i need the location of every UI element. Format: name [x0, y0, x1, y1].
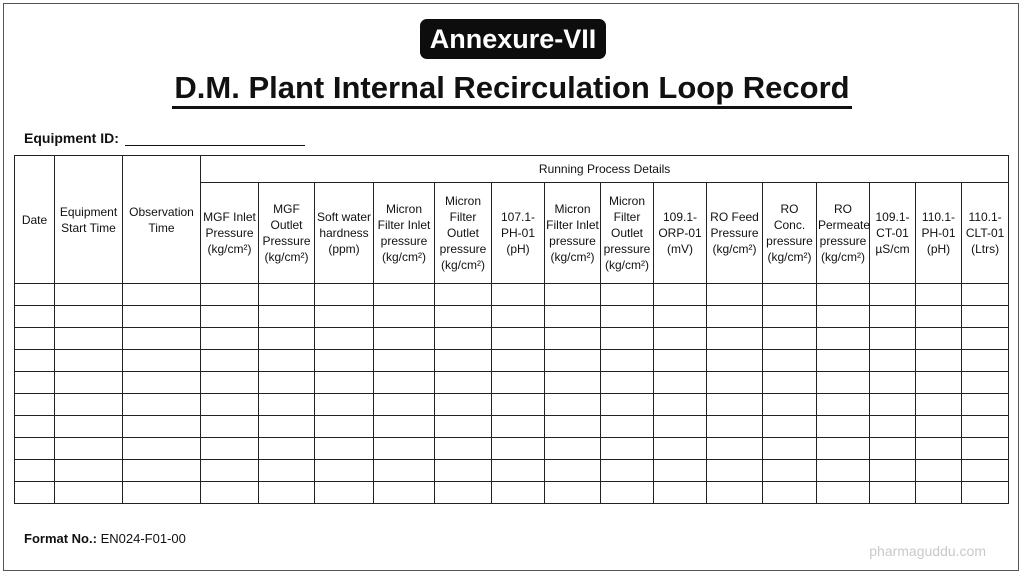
table-row — [15, 306, 1009, 328]
table-cell[interactable] — [916, 372, 962, 394]
table-cell[interactable] — [374, 460, 435, 482]
table-cell[interactable] — [707, 328, 763, 350]
table-cell[interactable] — [763, 350, 817, 372]
table-cell[interactable] — [601, 306, 654, 328]
table-cell[interactable] — [654, 328, 707, 350]
table-cell[interactable] — [545, 350, 601, 372]
table-cell[interactable] — [817, 306, 870, 328]
table-cell[interactable] — [654, 306, 707, 328]
table-cell[interactable] — [763, 482, 817, 504]
sub-header-9: 109.1-ORP-01 (mV) — [654, 183, 707, 284]
table-cell[interactable] — [374, 284, 435, 306]
table-cell[interactable] — [492, 350, 545, 372]
table-cell[interactable] — [259, 284, 315, 306]
table-cell[interactable] — [817, 394, 870, 416]
table-cell[interactable] — [601, 460, 654, 482]
table-cell[interactable] — [601, 438, 654, 460]
col-date-header: Date — [15, 156, 55, 284]
table-cell[interactable] — [654, 284, 707, 306]
table-cell[interactable] — [15, 372, 55, 394]
table-cell[interactable] — [123, 460, 201, 482]
table-cell[interactable] — [201, 416, 259, 438]
table-cell[interactable] — [15, 306, 55, 328]
table-cell[interactable] — [201, 372, 259, 394]
table-cell[interactable] — [545, 394, 601, 416]
sub-header-13: 109.1-CT-01 µS/cm — [870, 183, 916, 284]
format-number-label: Format No.: — [24, 531, 97, 546]
table-cell[interactable] — [201, 284, 259, 306]
table-row — [15, 438, 1009, 460]
table-cell[interactable] — [259, 394, 315, 416]
table-cell[interactable] — [315, 284, 374, 306]
table-cell[interactable] — [707, 482, 763, 504]
sub-header-8: Micron Filter Outlet pressure (kg/cm²) — [601, 183, 654, 284]
table-cell[interactable] — [707, 372, 763, 394]
table-cell[interactable] — [492, 416, 545, 438]
table-cell[interactable] — [15, 394, 55, 416]
table-cell[interactable] — [916, 350, 962, 372]
table-cell[interactable] — [916, 394, 962, 416]
table-cell[interactable] — [201, 306, 259, 328]
table-cell[interactable] — [201, 438, 259, 460]
table-cell[interactable] — [817, 350, 870, 372]
table-cell[interactable] — [654, 416, 707, 438]
table-cell[interactable] — [374, 372, 435, 394]
table-cell[interactable] — [916, 416, 962, 438]
table-cell[interactable] — [654, 460, 707, 482]
table-cell[interactable] — [435, 482, 492, 504]
watermark: pharmaguddu.com — [869, 543, 986, 559]
table-cell[interactable] — [123, 328, 201, 350]
table-cell[interactable] — [916, 460, 962, 482]
table-cell[interactable] — [435, 416, 492, 438]
sub-header-6: 107.1-PH-01 (pH) — [492, 183, 545, 284]
table-cell[interactable] — [123, 438, 201, 460]
table-cell[interactable] — [817, 460, 870, 482]
table-cell[interactable] — [763, 306, 817, 328]
table-cell[interactable] — [492, 394, 545, 416]
table-cell[interactable] — [123, 306, 201, 328]
table-cell[interactable] — [492, 482, 545, 504]
table-cell[interactable] — [870, 372, 916, 394]
table-cell[interactable] — [707, 438, 763, 460]
table-cell[interactable] — [763, 460, 817, 482]
table-cell[interactable] — [707, 306, 763, 328]
sub-header-11: RO Conc. pressure (kg/cm²) — [763, 183, 817, 284]
table-cell[interactable] — [15, 350, 55, 372]
table-cell[interactable] — [545, 438, 601, 460]
table-cell[interactable] — [123, 284, 201, 306]
table-cell[interactable] — [259, 328, 315, 350]
table-cell[interactable] — [374, 350, 435, 372]
table-cell[interactable] — [123, 416, 201, 438]
format-number — [24, 531, 186, 546]
table-cell[interactable] — [315, 350, 374, 372]
table-cell[interactable] — [654, 372, 707, 394]
table-cell[interactable] — [962, 482, 1009, 504]
table-cell[interactable] — [916, 306, 962, 328]
table-cell[interactable] — [315, 438, 374, 460]
table-cell[interactable] — [916, 328, 962, 350]
sub-header-2: MGF Outlet Pressure (kg/cm²) — [259, 183, 315, 284]
table-cell[interactable] — [315, 482, 374, 504]
table-cell[interactable] — [492, 460, 545, 482]
table-cell[interactable] — [315, 416, 374, 438]
table-cell[interactable] — [654, 438, 707, 460]
table-cell[interactable] — [374, 416, 435, 438]
table-cell[interactable] — [201, 350, 259, 372]
table-cell[interactable] — [962, 460, 1009, 482]
table-cell[interactable] — [259, 460, 315, 482]
table-cell[interactable] — [654, 394, 707, 416]
table-cell[interactable] — [763, 372, 817, 394]
table-cell[interactable] — [870, 284, 916, 306]
format-number-value: EN024-F01-00 — [100, 531, 186, 546]
table-cell[interactable] — [707, 460, 763, 482]
table-cell[interactable] — [123, 350, 201, 372]
table-cell[interactable] — [259, 350, 315, 372]
table-cell[interactable] — [55, 394, 123, 416]
table-cell[interactable] — [763, 284, 817, 306]
table-cell[interactable] — [601, 284, 654, 306]
table-cell[interactable] — [315, 372, 374, 394]
table-cell[interactable] — [259, 438, 315, 460]
equipment-id-label: Equipment ID: — [24, 130, 119, 146]
table-cell[interactable] — [545, 460, 601, 482]
table-cell[interactable] — [870, 438, 916, 460]
table-cell[interactable] — [870, 394, 916, 416]
table-cell[interactable] — [545, 372, 601, 394]
table-cell[interactable] — [435, 306, 492, 328]
table-cell[interactable] — [962, 328, 1009, 350]
table-cell[interactable] — [962, 372, 1009, 394]
sub-header-15: 110.1-CLT-01 (Ltrs) — [962, 183, 1009, 284]
table-cell[interactable] — [55, 350, 123, 372]
table-cell[interactable] — [817, 482, 870, 504]
sub-header-7: Micron Filter Inlet pressure (kg/cm²) — [545, 183, 601, 284]
table-cell[interactable] — [916, 284, 962, 306]
equipment-id-blank-line[interactable] — [125, 132, 305, 146]
table-cell[interactable] — [916, 438, 962, 460]
sub-header-1: MGF Inlet Pressure (kg/cm²) — [201, 183, 259, 284]
table-cell[interactable] — [15, 416, 55, 438]
equipment-id-field — [24, 130, 305, 146]
table-cell[interactable] — [870, 460, 916, 482]
table-cell[interactable] — [259, 482, 315, 504]
table-cell[interactable] — [492, 438, 545, 460]
table-cell[interactable] — [259, 416, 315, 438]
page-title-text: D.M. Plant Internal Recirculation Loop Record — [172, 70, 851, 109]
table-cell[interactable] — [870, 416, 916, 438]
table-cell[interactable] — [707, 394, 763, 416]
table-row — [15, 284, 1009, 306]
table-cell[interactable] — [962, 394, 1009, 416]
table-cell[interactable] — [259, 306, 315, 328]
table-cell[interactable] — [707, 350, 763, 372]
table-cell[interactable] — [123, 482, 201, 504]
table-cell[interactable] — [201, 328, 259, 350]
table-cell[interactable] — [374, 482, 435, 504]
table-cell[interactable] — [601, 350, 654, 372]
table-cell[interactable] — [15, 460, 55, 482]
table-row — [15, 350, 1009, 372]
table-cell[interactable] — [601, 416, 654, 438]
table-cell[interactable] — [962, 416, 1009, 438]
col-equipment-start-time-header: Equipment Start Time — [55, 156, 123, 284]
table-cell[interactable] — [870, 328, 916, 350]
table-row — [15, 460, 1009, 482]
table-cell[interactable] — [492, 372, 545, 394]
table-cell[interactable] — [962, 284, 1009, 306]
table-cell[interactable] — [545, 482, 601, 504]
table-cell[interactable] — [817, 328, 870, 350]
table-cell[interactable] — [707, 416, 763, 438]
sub-header-10: RO Feed Pressure (kg/cm²) — [707, 183, 763, 284]
table-cell[interactable] — [817, 438, 870, 460]
table-cell[interactable] — [492, 328, 545, 350]
sub-header-5: Micron Filter Outlet pressure (kg/cm²) — [435, 183, 492, 284]
table-cell[interactable] — [123, 372, 201, 394]
table-cell[interactable] — [545, 306, 601, 328]
table-cell[interactable] — [374, 328, 435, 350]
table-cell[interactable] — [55, 284, 123, 306]
table-cell[interactable] — [315, 328, 374, 350]
table-cell[interactable] — [870, 306, 916, 328]
table-cell[interactable] — [435, 394, 492, 416]
table-cell[interactable] — [763, 328, 817, 350]
table-row — [15, 372, 1009, 394]
table-cell[interactable] — [654, 482, 707, 504]
table-cell[interactable] — [15, 438, 55, 460]
page-title — [0, 70, 1024, 106]
table-row — [15, 482, 1009, 504]
table-cell[interactable] — [916, 482, 962, 504]
table-cell[interactable] — [545, 284, 601, 306]
table-cell[interactable] — [315, 394, 374, 416]
table-cell[interactable] — [15, 284, 55, 306]
sub-header-3: Soft water hardness (ppm) — [315, 183, 374, 284]
table-cell[interactable] — [654, 350, 707, 372]
table-cell[interactable] — [435, 438, 492, 460]
table-cell[interactable] — [15, 328, 55, 350]
table-cell[interactable] — [315, 306, 374, 328]
table-row — [15, 416, 1009, 438]
table-cell[interactable] — [55, 482, 123, 504]
table-cell[interactable] — [55, 306, 123, 328]
table-cell[interactable] — [201, 482, 259, 504]
table-cell[interactable] — [763, 416, 817, 438]
table-cell[interactable] — [435, 350, 492, 372]
table-cell[interactable] — [817, 284, 870, 306]
table-row — [15, 328, 1009, 350]
table-cell[interactable] — [492, 284, 545, 306]
table-cell[interactable] — [962, 350, 1009, 372]
table-cell[interactable] — [55, 328, 123, 350]
table-cell[interactable] — [763, 438, 817, 460]
table-cell[interactable] — [707, 284, 763, 306]
header-row-1 — [15, 156, 1009, 183]
table-cell[interactable] — [55, 372, 123, 394]
table-cell[interactable] — [315, 460, 374, 482]
table-cell[interactable] — [201, 460, 259, 482]
table-cell[interactable] — [374, 394, 435, 416]
table-cell[interactable] — [492, 306, 545, 328]
sub-header-14: 110.1-PH-01 (pH) — [916, 183, 962, 284]
running-process-details-header: Running Process Details — [201, 156, 1009, 183]
table-cell[interactable] — [259, 372, 315, 394]
table-row — [15, 394, 1009, 416]
table-cell[interactable] — [201, 394, 259, 416]
table-cell[interactable] — [435, 460, 492, 482]
col-observation-time-header: Observation Time — [123, 156, 201, 284]
table-cell[interactable] — [435, 284, 492, 306]
table-cell[interactable] — [763, 394, 817, 416]
table-cell[interactable] — [435, 328, 492, 350]
table-cell[interactable] — [123, 394, 201, 416]
table-cell[interactable] — [374, 306, 435, 328]
table-cell[interactable] — [55, 438, 123, 460]
record-table — [14, 155, 1009, 504]
table-cell[interactable] — [817, 416, 870, 438]
table-cell[interactable] — [15, 482, 55, 504]
annexure-badge: Annexure-VII — [420, 19, 606, 59]
table-cell[interactable] — [601, 482, 654, 504]
sub-header-4: Micron Filter Inlet pressure (kg/cm²) — [374, 183, 435, 284]
table-cell[interactable] — [817, 372, 870, 394]
sub-header-12: RO Permeate pressure (kg/cm²) — [817, 183, 870, 284]
table-cell[interactable] — [962, 438, 1009, 460]
table-cell[interactable] — [601, 394, 654, 416]
table-cell[interactable] — [870, 350, 916, 372]
table-cell[interactable] — [55, 416, 123, 438]
table-cell[interactable] — [601, 328, 654, 350]
table-cell[interactable] — [374, 438, 435, 460]
record-table-body — [15, 284, 1009, 504]
table-cell[interactable] — [545, 328, 601, 350]
table-cell[interactable] — [601, 372, 654, 394]
table-cell[interactable] — [545, 416, 601, 438]
table-cell[interactable] — [870, 482, 916, 504]
table-cell[interactable] — [962, 306, 1009, 328]
table-cell[interactable] — [55, 460, 123, 482]
table-cell[interactable] — [435, 372, 492, 394]
